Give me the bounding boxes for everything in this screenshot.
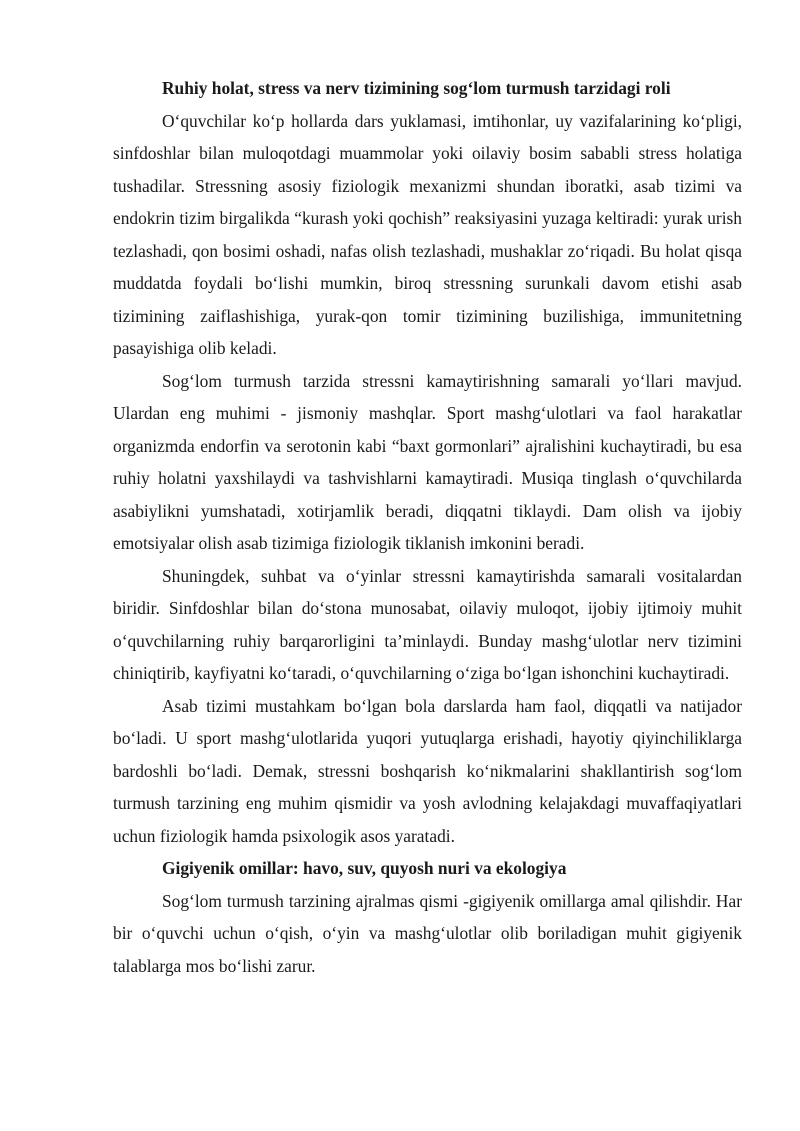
section-heading-hygiene: Gigiyenik omillar: havo, suv, quyosh nuri va ekologiya: [162, 858, 567, 878]
paragraph-stress-reduction: Sog‘lom turmush tarzida stressni kamaytirishning samarali yo‘llari mavjud. Ulardan eng muhimi - jismoniy mashqlar. Sport mashg‘ulotlari va faol harakatlar organizmda endorfin va serotonin kabi “baxt gormonlari” ajralishini kuchaytiradi, bu esa ruhiy holatni yaxshilaydi va tashvishlarni kamaytiradi. Musiqa tinglash o‘quvchilarda asabiylikni yumshatadi, xotirjamlik beradi, diqqatni tiklaydi. Dam olish va ijobiy emotsiyalar olish asab tizimiga fiziologik tiklanish imkonini beradi.: [113, 370, 742, 553]
paragraph-hygiene: Sog‘lom turmush tarzining ajralmas qismi -gigiyenik omillarga amal qilishdir. Har bir o‘quvchi uchun o‘qish, o‘yin va mashg‘ulotlar olib boriladigan muhit gigiyenik talablarga mos bo‘lishi zarur.: [113, 890, 742, 976]
paragraph-stress-causes: O‘quvchilar ko‘p hollarda dars yuklamasi, imtihonlar, uy vazifalarining ko‘pligi, sinfdoshlar bilan muloqotdagi muammolar yoki oilaviy bosim sababli stress holatiga tushadilar. Stressning asosiy fiziologik mexanizmi shundan iboratki, asab tizimi va endokrin tizim birgalikda “kurash yoki qochish” reaksiyasini yuzaga keltiradi: yurak urish tezlashadi, qon bosimi oshadi, nafas olish tezlashadi, mushaklar zo‘riqadi. Bu holat qisqa muddatda foydali bo‘lishi mumkin, biroq stressning surunkali davom etishi asab tizimining zaiflashishiga, yurak-qon tomir tizimining buzilishiga, immunitetning pasayishiga olib keladi.: [113, 110, 742, 358]
section-heading-stress: Ruhiy holat, stress va nerv tizimining sog‘lom turmush tarzidagi roli: [162, 78, 671, 98]
document-page: [113, 72, 742, 982]
paragraph-social-support: Shuningdek, suhbat va o‘yinlar stressni kamaytirishda samarali vositalardan biridir. Sinfdoshlar bilan do‘stona munosabat, oilaviy muloqot, ijobiy ijtimoiy muhit o‘quvchilarning ruhiy barqarorligini ta’minlaydi. Bunday mashg‘ulotlar nerv tizimini chiniqtirib, kayfiyatni ko‘taradi, o‘quvchilarning o‘ziga bo‘lgan ishonchini kuchaytiradi.: [113, 565, 742, 683]
paragraph-conclusion: Asab tizimi mustahkam bo‘lgan bola darslarda ham faol, diqqatli va natijador bo‘ladi. U sport mashg‘ulotlarida yuqori yutuqlarga erishadi, hayotiy qiyinchiliklarga bardoshli bo‘ladi. Demak, stressni boshqarish ko‘nikmalarini shakllantirish sog‘lom turmush tarzining eng muhim qismidir va yosh avlodning kelajakdagi muvaffaqiyatlari uchun fiziologik hamda psixologik asos yaratadi.: [113, 695, 742, 846]
